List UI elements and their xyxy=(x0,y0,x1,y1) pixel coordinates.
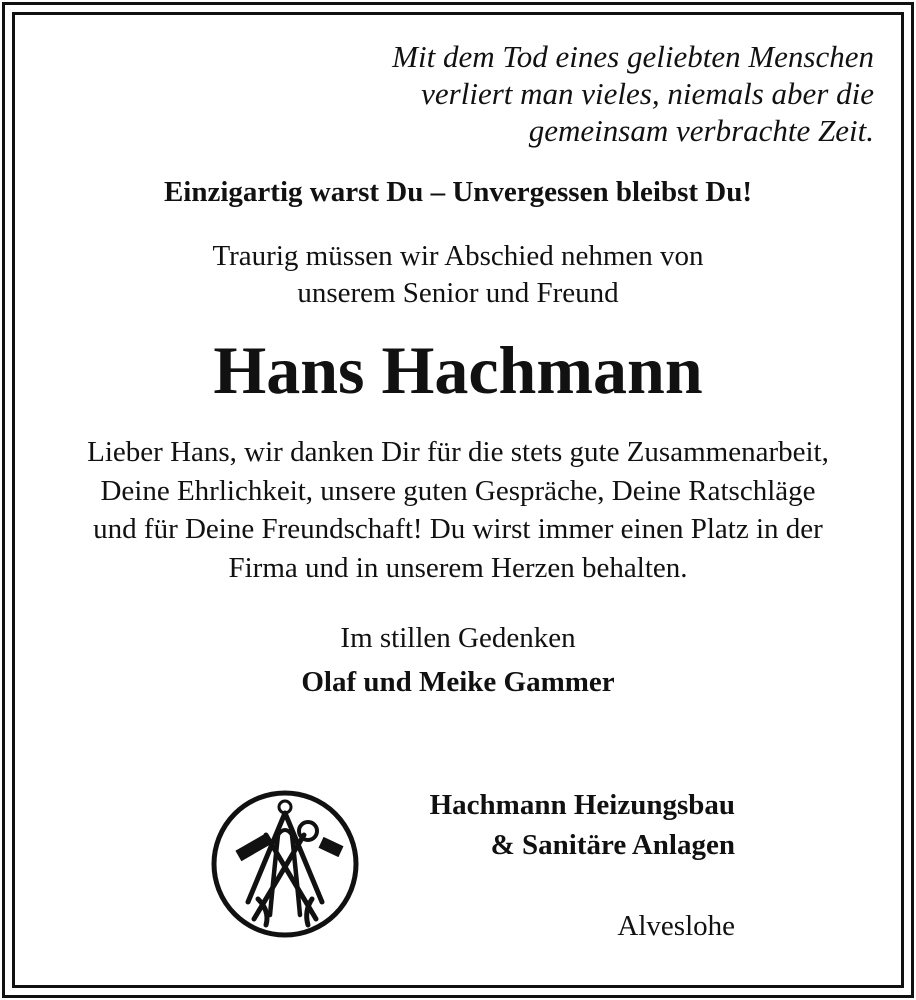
intro-line: unserem Senior und Freund xyxy=(297,277,619,309)
memory-text: Im stillen Gedenken xyxy=(340,622,576,654)
company-line: Hachmann Heizungsbau xyxy=(429,789,735,821)
tribute-message xyxy=(0,433,916,587)
message-line: Firma und in unserem Herzen behalten. xyxy=(228,551,688,584)
guild-emblem-icon xyxy=(208,787,362,941)
message-line: Deine Ehrlichkeit, unsere guten Gespräche, Deine Ratschläge xyxy=(100,474,816,507)
opening-quote xyxy=(392,38,874,149)
message-line: und für Deine Freundschaft! Du wirst immer einen Platz in der xyxy=(93,513,823,545)
company-location: Alveslohe xyxy=(617,910,735,942)
quote-line: gemeinsam verbrachte Zeit. xyxy=(528,113,874,148)
signers: Olaf und Meike Gammer xyxy=(301,666,615,698)
company-line: & Sanitäre Anlagen xyxy=(490,829,735,861)
intro-text xyxy=(0,238,916,312)
quote-line: Mit dem Tod eines geliebten Menschen xyxy=(392,39,874,74)
quote-line: verliert man vieles, niemals aber die xyxy=(421,76,874,111)
motto-heading: Einzigartig warst Du – Unvergessen bleibst Du! xyxy=(163,176,753,208)
intro-line: Traurig müssen wir Abschied nehmen von xyxy=(212,240,704,272)
message-line: Lieber Hans, wir danken Dir für die stets gute Zusammenarbeit, xyxy=(87,436,829,468)
company-name xyxy=(430,785,735,865)
deceased-name: Hans Hachmann xyxy=(213,332,703,408)
